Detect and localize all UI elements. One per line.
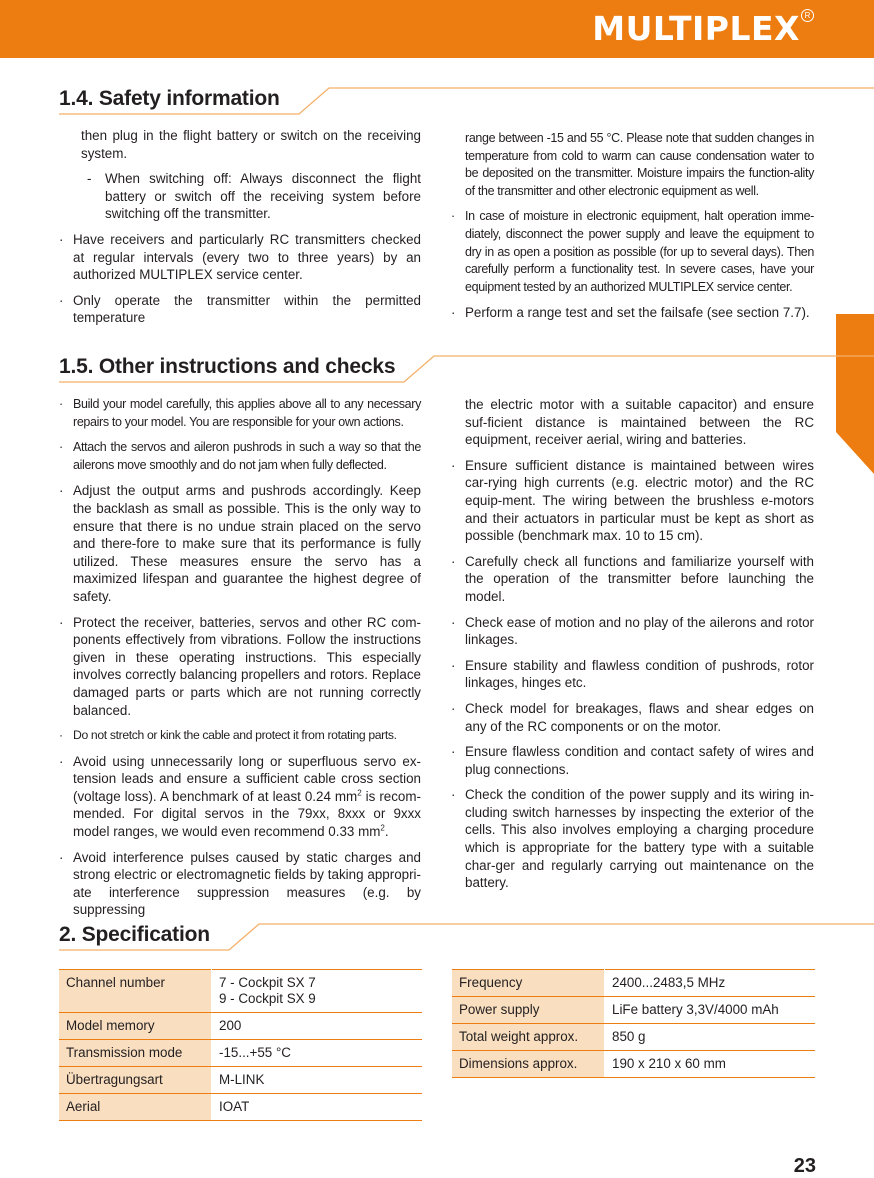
list-item-text: Check the condition of the power supply and its wiring in-cluding switch harnesses by inspecting the exterior of the cells. This also involves employing a charging procedure which is appropriate for the battery type with a suitable char-ger and regularly carrying out maintenance on the battery.	[465, 787, 814, 891]
list-item: - When switching off: Always disconnect the flight battery or switch off the receiving system before switching off the transmitter.	[87, 171, 421, 222]
list-item-text: Have receivers and particularly RC transmitters checked at regular intervals (every two to three years) by an authorized MULTIPLEX service center.	[73, 231, 421, 283]
heading-rule-1-4	[59, 86, 874, 116]
list-item-text: Avoid interference pulses caused by static charges and strong electric or electromagnetic fields by taking appropri-ate interference suppression measures (e.g. by suppressing	[73, 849, 421, 918]
list-item: · Ensure sufficient distance is maintained between wires car-rying high currents (e.g. electric motor) and the RC equip-ment. The wiring between the brushless e-motors and their actuators in particular must be kept as short as possible (benchmark max. 10 to 15 cm).	[451, 457, 814, 544]
list-item-text: In case of moisture in electronic equipment, halt operation imme-diately, disconnect the power supply and leave the equipment to dry in as open a position as possible (for up to several days). Then carefully perform a functionality test. In severe cases, have your equipment tested by an authorized MULTIPLEX service center.	[465, 209, 814, 294]
table-row	[452, 1051, 815, 1078]
paragraph: then plug in the flight battery or switch on the receiving system.	[81, 128, 421, 161]
paragraph: range between -15 and 55 °C. Please note that sudden changes in temperature from cold to warm can cause condensation water to be deposited on the transmitter. Moisture impairs the function-ality of the transmitter and other electronic equipment as well.	[465, 131, 814, 198]
page-number: 23	[793, 1155, 816, 1177]
spec-label: Total weight approx.	[452, 1024, 605, 1051]
spec-label: Model memory	[59, 1013, 212, 1040]
list-item: · Do not stretch or kink the cable and protect it from rotating parts.	[59, 728, 397, 743]
spec-label: Transmission mode	[59, 1040, 212, 1067]
superscript: 2	[357, 788, 362, 798]
spec-label: Frequency	[452, 970, 605, 997]
table-row	[452, 970, 815, 997]
section-heading-1-5: 1.5. Other instructions and checks	[59, 355, 396, 378]
table-row	[452, 997, 815, 1024]
list-item: · Protect the receiver, batteries, servos and other RC com-ponents effectively from vibrations. Follow the instructions given in these operating instructions. This especially involves correctly balancing propellers and rotors. Replace damaged parts or parts which are not running correctly balanced.	[59, 614, 421, 718]
spec-value: 2400...2483,5 MHz	[605, 970, 816, 997]
paragraph: the electric motor with a suitable capacitor) and ensure suf-ficient distance is maintained between the RC equipment, receiver aerial, wiring and batteries.	[465, 397, 814, 448]
list-item: · Adjust the output arms and pushrods accordingly. Keep the backlash as small as possible. This is the only way to ensure that there is no undue strain placed on the servo and there-fore to make sure that its performance is fully utilized. These measures ensure the servo has a maximized lifespan and guarantee the highest degree of safety.	[59, 483, 421, 604]
list-item-text: Build your model carefully, this applies above all to any necessary repairs to your model. You are responsible for your own actions.	[73, 397, 421, 429]
list-item-text: .	[384, 824, 389, 840]
table-row	[59, 970, 422, 1013]
instructions-left-column	[59, 396, 421, 919]
list-item-text: is recom-mended. For digital servos in the 79xx, 8xxx or 9xxx model ranges, we would even recommend 0.33 mm	[73, 788, 421, 840]
list-item: · Check the condition of the power supply and its wiring in-cluding switch harnesses by inspecting the exterior of the cells. This also involves employing a charging procedure which is appropriate for the battery type with a suitable char-ger and regularly carrying out maintenance on the battery.	[451, 787, 814, 891]
list-item-text: Only operate the transmitter within the permitted temperature	[73, 292, 421, 326]
spec-label: Power supply	[452, 997, 605, 1024]
spec-value: M-LINK	[212, 1067, 423, 1094]
list-item: · Have receivers and particularly RC transmitters checked at regular intervals (every two to three years) by an authorized MULTIPLEX service center.	[59, 231, 421, 283]
list-item-text: Check ease of motion and no play of the ailerons and rotor linkages.	[465, 614, 814, 648]
list-item-text: Protect the receiver, batteries, servos and other RC com-ponents effectively from vibrations. Follow the instructions given in these operating instructions. This especially involves correctly balancing propellers and rotors. Replace damaged parts or parts which are not running correctly balanced.	[73, 614, 421, 718]
list-item-text: Avoid using unnecessarily long or superfluous servo ex-tension leads and ensure a sufficient cable cross section (voltage loss). A benchmark of at least 0.24 mm	[73, 753, 421, 804]
list-item-text: Carefully check all functions and familiarize yourself with the operation of the transmitter before launching the model.	[465, 553, 814, 604]
spec-table-right	[452, 969, 815, 1078]
spec-label: Channel number	[59, 970, 212, 1013]
list-item-text: Attach the servos and aileron pushrods in such a way so that the ailerons move smoothly and do not jam when fully deflected.	[73, 440, 421, 472]
list-item: · Only operate the transmitter within the permitted temperature	[59, 292, 421, 326]
section-heading-1-4: 1.4. Safety information	[59, 87, 280, 110]
spec-value: 850 g	[605, 1024, 816, 1051]
spec-value: LiFe battery 3,3V/4000 mAh	[605, 997, 816, 1024]
heading-rule-2	[59, 922, 874, 952]
list-item: · Check ease of motion and no play of the ailerons and rotor linkages.	[451, 614, 814, 648]
spec-value-line: 9 - Cockpit SX 9	[219, 991, 316, 1006]
list-item: · Perform a range test and set the failsafe (see section 7.7).	[451, 305, 810, 321]
list-item: · Ensure stability and flawless condition of pushrods, rotor linkages, hinges etc.	[451, 657, 814, 691]
heading-rule-1-5	[59, 354, 874, 384]
list-item-text: Ensure flawless condition and contact safety of wires and plug connections.	[465, 744, 814, 777]
spec-label: Übertragungsart	[59, 1067, 212, 1094]
spec-table-left	[59, 969, 422, 1121]
spec-value: 190 x 210 x 60 mm	[605, 1051, 816, 1078]
safety-right-column	[451, 130, 814, 322]
spec-value: IOAT	[212, 1094, 423, 1121]
table-row	[59, 1040, 422, 1067]
table-row	[59, 1067, 422, 1094]
list-item-text: Ensure stability and flawless condition of pushrods, rotor linkages, hinges etc.	[465, 657, 814, 691]
list-item: · Ensure flawless condition and contact safety of wires and plug connections.	[451, 744, 814, 777]
multiplex-logo: MULTIPLEX	[592, 9, 800, 48]
spec-label: Aerial	[59, 1094, 212, 1121]
table-row	[59, 1094, 422, 1121]
list-item: · Attach the servos and aileron pushrods in such a way so that the ailerons move smoothly and do not jam when fully deflected.	[59, 440, 421, 472]
instructions-right-column	[451, 396, 814, 892]
safety-left-column	[59, 127, 421, 327]
list-item: · Avoid using unnecessarily long or superfluous servo ex-tension leads and ensure a sufficient cable cross section (voltage loss). A benchmark of at least 0.24 $mm^2$ is recom-mended. For digital servos in the 79xx, 8xxx or 9xxx model ranges, we would even recommend 0.33 $mm^2$.	[59, 753, 421, 840]
table-row	[59, 1013, 422, 1040]
list-item-text: Do not stretch or kink the cable and protect it from rotating parts.	[73, 728, 397, 743]
side-tab-shape	[836, 314, 874, 474]
spec-value-line: 7 - Cockpit SX 7	[219, 975, 316, 990]
spec-value: 200	[212, 1013, 423, 1040]
list-item: · Avoid interference pulses caused by static charges and strong electric or electromagnetic fields by taking appropri-ate interference suppression measures (e.g. by suppressing	[59, 849, 421, 918]
list-item: · Build your model carefully, this applies above all to any necessary repairs to your model. You are responsible for your own actions.	[59, 397, 421, 429]
superscript: 2	[380, 823, 385, 833]
table-row	[452, 1024, 815, 1051]
section-heading-2: 2. Specification	[59, 923, 210, 946]
list-item: · Carefully check all functions and familiarize yourself with the operation of the transmitter before launching the model.	[451, 553, 814, 604]
spec-value	[212, 970, 423, 1013]
language-badge: GB	[836, 320, 866, 338]
list-item-text: Ensure sufficient distance is maintained between wires car-rying high currents (e.g. electric motor) and the RC equip-ment. The wiring between the brushless e-motors and their actuators in particular must be kept as short as possible (benchmark max. 10 to 15 cm).	[465, 457, 814, 544]
list-item: · Check model for breakages, flaws and shear edges on any of the RC components or on the motor.	[451, 700, 814, 734]
spec-label: Dimensions approx.	[452, 1051, 605, 1078]
spec-value: -15...+55 °C	[212, 1040, 423, 1067]
list-item-text: Perform a range test and set the failsafe (see section 7.7).	[465, 305, 810, 321]
registered-mark: R	[801, 9, 814, 22]
list-item-text: Check model for breakages, flaws and shear edges on any of the RC components or on the motor.	[465, 700, 814, 734]
header-bar	[0, 0, 874, 58]
list-item-text: Adjust the output arms and pushrods accordingly. Keep the backlash as small as possible. This is the only way to ensure that there is no undue strain placed on the servo and there-fore to make sure that its performance is fully utilized. These measures ensure the servo has a maximized lifespan and guarantee the highest degree of safety.	[73, 483, 421, 604]
list-item-text: When switching off: Always disconnect the flight battery or switch off the receiving system before switching off the transmitter.	[105, 171, 421, 222]
list-item: · In case of moisture in electronic equipment, halt operation imme-diately, disconnect the power supply and leave the equipment to dry in as open a position as possible (for up to several days). Then carefully perform a functionality test. In severe cases, have your equipment tested by an authorized MULTIPLEX service center.	[451, 209, 814, 294]
